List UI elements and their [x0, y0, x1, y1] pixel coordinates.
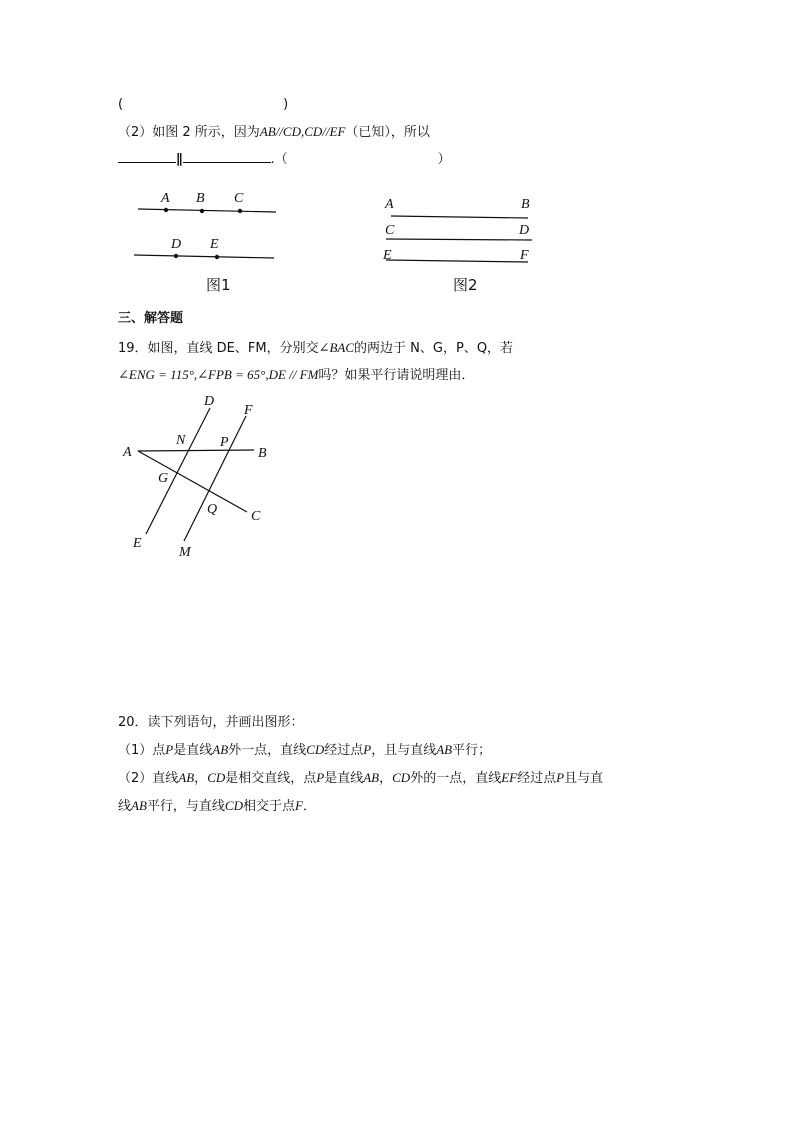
line-fm: [184, 416, 246, 541]
fig2-label-e: E: [383, 248, 392, 263]
q19-conditions: ∠ENG = 115°,∠FPB = 65°,DE // FM: [118, 367, 319, 382]
q20-l3-ef: EF: [501, 770, 518, 785]
fig1-label-e: E: [210, 237, 219, 252]
q19-line-1: [118, 339, 513, 358]
fig2-label-f: F: [520, 248, 529, 263]
q19-label-d: D: [204, 394, 215, 409]
q19-label-c: C: [251, 509, 261, 524]
parallel-symbol: ∥: [176, 152, 183, 167]
figure-1: [134, 191, 276, 294]
q20-l2-p: P: [165, 742, 174, 757]
q20-l3-p: P: [316, 770, 325, 785]
q20-l3-d: 是直线: [324, 771, 364, 786]
q20-l3-e: ，: [379, 771, 393, 786]
q20-l4-d: ．: [302, 799, 316, 814]
q19-label-a: A: [123, 445, 132, 460]
q20-l3-p2: P: [556, 770, 565, 785]
fig1-label-a: A: [161, 191, 170, 206]
line-de: [146, 408, 210, 534]
q19-angle-bac: ∠BAC: [318, 340, 355, 355]
bracket-close: ): [283, 97, 289, 112]
q20-l4-a: 线: [118, 799, 132, 814]
fig2-caption: 图2: [453, 276, 478, 294]
q20-l4-c: 相交于点: [242, 799, 295, 814]
fig1-point-d: [174, 254, 178, 258]
q20-l3-f: 外的一点，直线: [410, 771, 502, 786]
figure-q19: [122, 394, 267, 560]
q20-l4-ab: AB: [131, 798, 147, 813]
fig1-label-c: C: [234, 191, 244, 206]
q18-part2-suffix: （已知），所以: [345, 125, 430, 140]
q19-line1-prefix: 19．如图，直线 DE、FM，分别交: [118, 341, 319, 356]
fig2-line-ef: [386, 260, 528, 262]
fig1-bottom-line: [134, 255, 274, 258]
fill-end: .（: [270, 152, 288, 167]
fig1-label-d: D: [171, 237, 182, 252]
q19-label-p: P: [220, 435, 229, 450]
q20-l3-g: 经过点: [517, 771, 557, 786]
q20-line-3: [118, 769, 603, 788]
q20-l2-p2: P: [363, 742, 372, 757]
fig2-label-a: A: [385, 197, 394, 212]
q20-l2-e: ，且与直线: [371, 743, 437, 758]
fig1-point-b: [200, 209, 204, 213]
q19-label-g: G: [158, 471, 169, 486]
q19-label-e: E: [133, 536, 142, 551]
q20-line-4: [118, 797, 316, 816]
bracket-open: (: [118, 97, 124, 112]
q20-l3-a: （2）直线: [118, 771, 179, 786]
q19-line-2: [118, 366, 474, 385]
q20-l4-cd: CD: [224, 798, 243, 813]
section-title: 三、解答题: [118, 311, 184, 326]
q19-label-m: M: [179, 545, 191, 560]
fig2-line-ab: [391, 216, 528, 218]
q19-label-q: Q: [207, 502, 218, 517]
q18-part2-prefix: （2）如图 2 所示，因为: [118, 125, 260, 140]
fig2-label-d: D: [519, 223, 530, 238]
q20-l2-f: 平行；: [452, 743, 492, 758]
ray-ac: [138, 451, 247, 512]
q19-label-f: F: [244, 403, 253, 418]
q20-l2-b: 是直线: [173, 743, 213, 758]
q20-l3-c: 是相交直线，点: [225, 771, 317, 786]
fig1-label-b: B: [196, 191, 205, 206]
fig1-caption: 图1: [206, 276, 231, 294]
fig1-point-c: [238, 209, 242, 213]
q20-l2-d: 经过点: [324, 743, 364, 758]
fig2-label-c: C: [385, 223, 395, 238]
figure-2: [382, 197, 532, 294]
q20-l2-a: （1）点: [118, 743, 166, 758]
q20-l2-ab: AB: [212, 742, 229, 757]
q20-l4-f: F: [295, 798, 303, 813]
q20-l3-ab2: AB: [363, 770, 380, 785]
fig2-line-cd: [386, 239, 532, 240]
q20-line-1: 20．读下列语句，并画出图形：: [118, 715, 304, 730]
q18-part2-math: AB//CD,CD//EF: [259, 124, 346, 139]
q20-line-2: [118, 741, 491, 760]
q20-l3-h: 且与直: [564, 771, 604, 786]
q20-l3-cd: CD: [207, 770, 226, 785]
q20-l3-ab: AB: [178, 770, 195, 785]
fig1-point-a: [164, 208, 168, 212]
q20-l3-cd2: CD: [392, 770, 411, 785]
fig2-label-b: B: [521, 197, 530, 212]
fig1-point-e: [215, 255, 219, 259]
q19-label-b: B: [258, 446, 267, 461]
fill-close: ）: [437, 152, 451, 167]
q20-l4-b: 平行，与直线: [146, 799, 225, 814]
q20-l2-c: 外一点，直线: [228, 743, 307, 758]
q20-l2-ab2: AB: [436, 742, 453, 757]
q19-line1-suffix: 的两边于 N、G，P、Q，若: [354, 341, 514, 356]
q20-l3-b: ，: [194, 771, 208, 786]
q19-label-n: N: [176, 433, 186, 448]
q20-l2-cd: CD: [306, 742, 325, 757]
ray-ab: [138, 450, 254, 451]
q19-line2-suffix: 吗？如果平行请说明理由．: [318, 368, 475, 383]
fig1-top-line: [138, 209, 276, 212]
